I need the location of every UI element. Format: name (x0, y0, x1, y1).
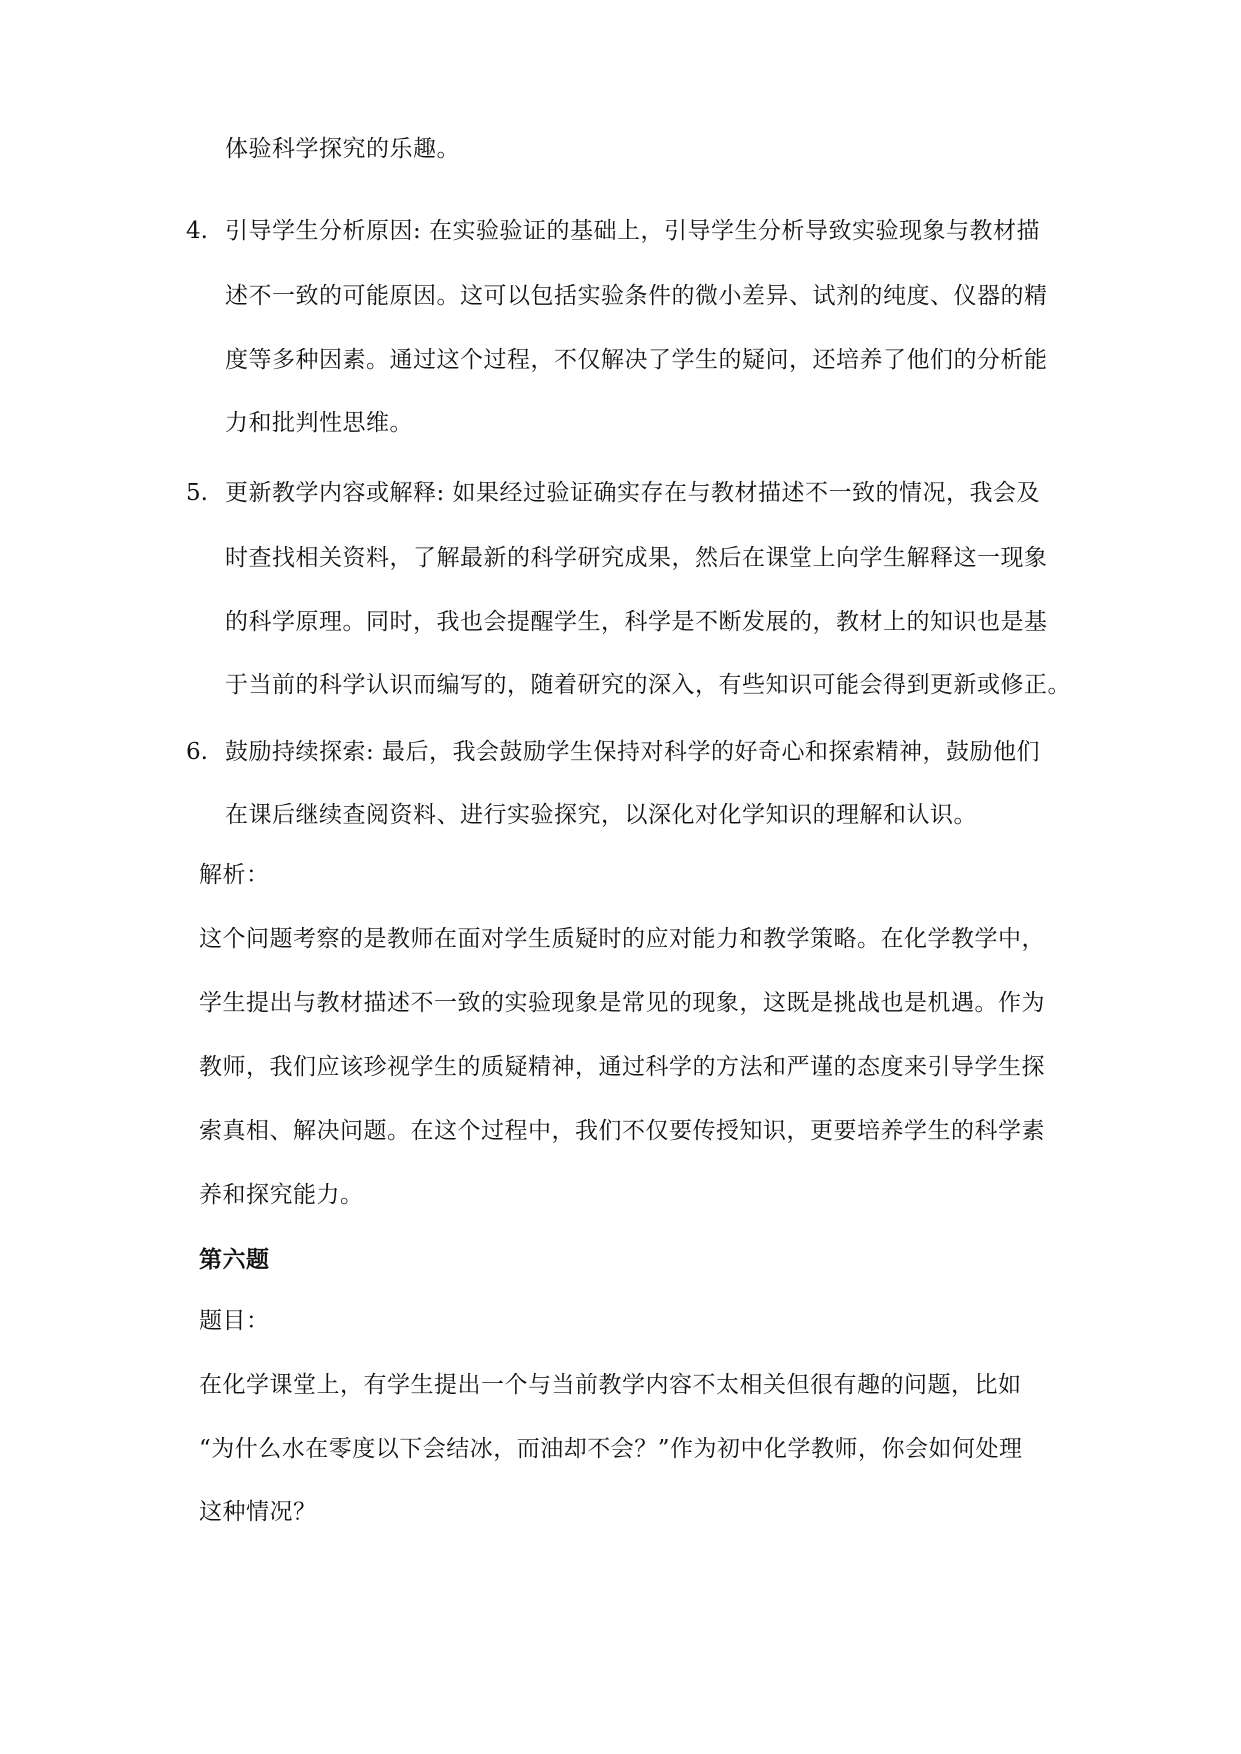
item4-line-4: 力和批判性思维。 (225, 410, 413, 436)
item6-line-2: 在课后继续查阅资料、进行实验探究，以深化对化学知识的理解和认识。 (225, 802, 977, 828)
item5-line-3: 的科学原理。同时，我也会提醒学生，科学是不断发展的，教材上的知识也是基 (225, 609, 1048, 635)
analysis-line-2: 学生提出与教材描述不一致的实验现象是常见的现象，这既是挑战也是机遇。作为 (199, 990, 1045, 1016)
question6-line-1: 在化学课堂上，有学生提出一个与当前教学内容不太相关但很有趣的问题，比如 (199, 1372, 1022, 1398)
question6-line-2: “为什么水在零度以下会结冰，而油却不会？”作为初中化学教师，你会如何处理 (199, 1436, 1023, 1462)
analysis-line-4: 索真相、解决问题。在这个过程中，我们不仅要传授知识，更要培养学生的科学素 (199, 1118, 1045, 1144)
item4-number: 4. (186, 218, 208, 244)
question6-line-3: 这种情况？ (199, 1499, 317, 1525)
analysis-label: 解析： (199, 862, 270, 888)
analysis-line-3: 教师，我们应该珍视学生的质疑精神，通过科学的方法和严谨的态度来引导学生探 (199, 1054, 1045, 1080)
item3-line-1: 体验科学探究的乐趣。 (225, 136, 460, 162)
item5-line-2: 时查找相关资料，了解最新的科学研究成果，然后在课堂上向学生解释这一现象 (225, 545, 1048, 571)
analysis-line-1: 这个问题考察的是教师在面对学生质疑时的应对能力和教学策略。在化学教学中， (199, 926, 1045, 952)
analysis-line-5: 养和探究能力。 (199, 1182, 364, 1208)
question6-heading: 第六题 (199, 1246, 270, 1273)
item5-number: 5. (186, 480, 208, 506)
item5-line-1: 更新教学内容或解释: 如果经过验证确实存在与教材描述不一致的情况，我会及 (225, 480, 1041, 506)
question6-label: 题目： (199, 1308, 270, 1334)
item5-line-4: 于当前的科学认识而编写的，随着研究的深入，有些知识可能会得到更新或修正。 (225, 672, 1071, 698)
item6-number: 6. (186, 739, 208, 765)
item6-line-1: 鼓励持续探索: 最后，我会鼓励学生保持对科学的好奇心和探索精神，鼓励他们 (225, 739, 1041, 765)
item4-line-2: 述不一致的可能原因。这可以包括实验条件的微小差异、试剂的纯度、仪器的精 (225, 283, 1048, 309)
item4-line-1: 引导学生分析原因: 在实验验证的基础上，引导学生分析导致实验现象与教材描 (225, 218, 1041, 244)
item4-line-3: 度等多种因素。通过这个过程，不仅解决了学生的疑问，还培养了他们的分析能 (225, 347, 1048, 373)
